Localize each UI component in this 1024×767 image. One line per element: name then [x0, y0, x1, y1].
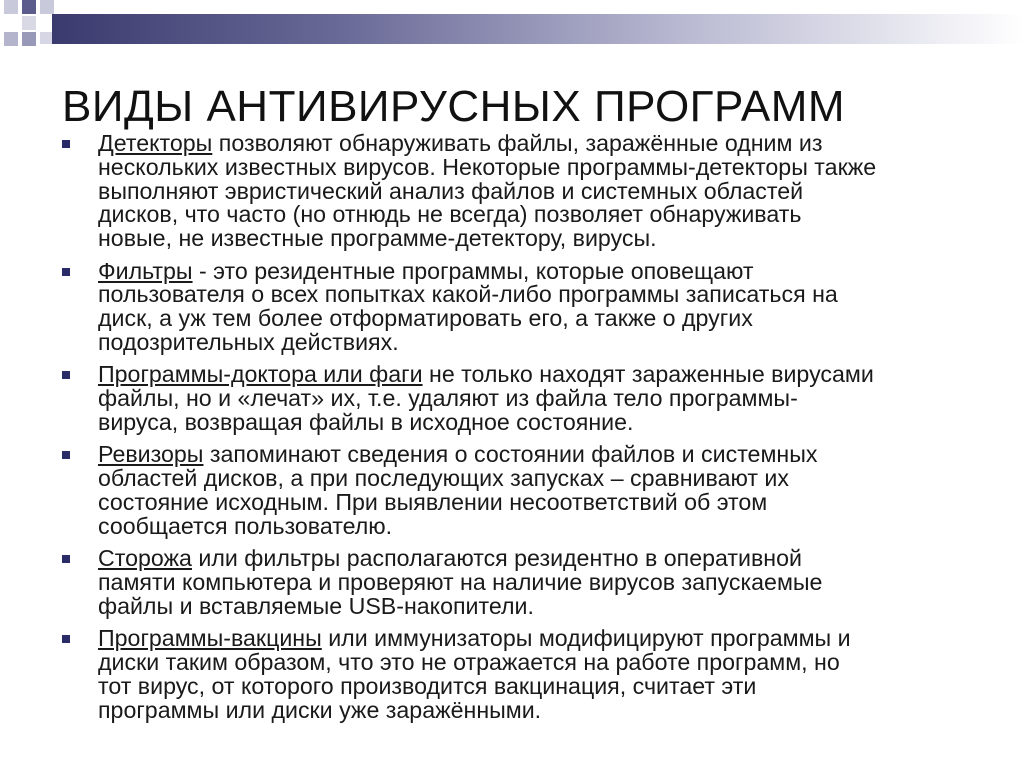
item-text-line: подозрительных действиях. [98, 328, 399, 355]
deco-square [22, 0, 36, 14]
item-term: Фильтры [98, 257, 193, 284]
item-term: Сторожа [98, 545, 192, 572]
item-text-line: выполняют эвристический анализ файлов и системных областей [98, 177, 804, 204]
item-text-line: сообщается пользователю. [98, 512, 393, 539]
deco-square [22, 16, 36, 30]
item-text-line: запоминают сведения о состоянии файлов и системных [209, 441, 818, 468]
item-text-line: пользователя о всех попытках какой-либо программы записаться на [98, 281, 838, 308]
item-text-line: или иммунизаторы модифицируют программы и [328, 625, 851, 652]
deco-square [4, 32, 18, 46]
list-item [62, 627, 982, 722]
item-text-line: состояние исходным. При выявлении несоответствий об этом [98, 488, 768, 515]
slide-decoration [0, 0, 1024, 60]
list-item [62, 363, 982, 434]
item-text-line: тот вирус, от которого производится вакцинация, считает эти [98, 672, 757, 699]
square-bullet-icon [62, 268, 70, 276]
list-item [62, 132, 982, 251]
item-term: Программы-доктора или фаги [98, 361, 423, 388]
item-text-line: нескольких известных вирусов. Некоторые программы-детекторы также [98, 153, 877, 180]
square-bullet-icon [62, 635, 70, 643]
antivirus-types-list [62, 132, 982, 731]
item-text-line: программы или диски уже заражёнными. [98, 696, 542, 723]
deco-square [4, 0, 18, 14]
item-term: Детекторы [98, 130, 213, 156]
list-item [62, 547, 982, 618]
item-text-line: не только находят зараженные вирусами [429, 361, 874, 388]
square-bullet-icon [62, 555, 70, 563]
item-text-line: новые, не известные программе-детектору, вирусы. [98, 225, 657, 252]
item-text-line: - это резидентные программы, которые оповещают [199, 257, 754, 284]
square-bullet-icon [62, 140, 70, 148]
item-term: Программы-вакцины [98, 625, 322, 652]
square-bullet-icon [62, 451, 70, 459]
top-gradient-bar [52, 14, 1024, 44]
item-term: Ревизоры [98, 441, 204, 468]
item-text-line: позволяют обнаруживать файлы, заражённые одним из [218, 130, 823, 156]
item-text-line: вируса, возвращая файлы в исходное состояние. [98, 408, 634, 435]
list-item [62, 443, 982, 538]
slide-title: ВИДЫ АНТИВИРУСНЫХ ПРОГРАММ [62, 82, 846, 131]
list-item [62, 257, 982, 355]
item-text-line: диски таким образом, что это не отражается на работе программ, но [98, 648, 840, 675]
square-bullet-icon [62, 371, 70, 379]
deco-square [22, 32, 36, 46]
item-text-line: областей дисков, а при последующих запусках – сравнивают их [98, 465, 789, 492]
deco-square [40, 32, 52, 44]
deco-square [40, 0, 54, 14]
item-text-line: или фильтры располагаются резидентно в оперативной [198, 545, 802, 572]
item-text-line: файлы, но и «лечат» их, т.е. удаляют из файла тело программы- [98, 385, 798, 412]
item-text-line: дисков, что часто (но отнюдь не всегда) позволяет обнаруживать [98, 201, 802, 228]
item-text-line: файлы и вставляемые USB-накопители. [98, 592, 534, 619]
item-text-line: памяти компьютера и проверяют на наличие вирусов запускаемые [98, 568, 823, 595]
item-text-line: диск, а уж тем более отформатировать его, а также о других [98, 305, 753, 332]
